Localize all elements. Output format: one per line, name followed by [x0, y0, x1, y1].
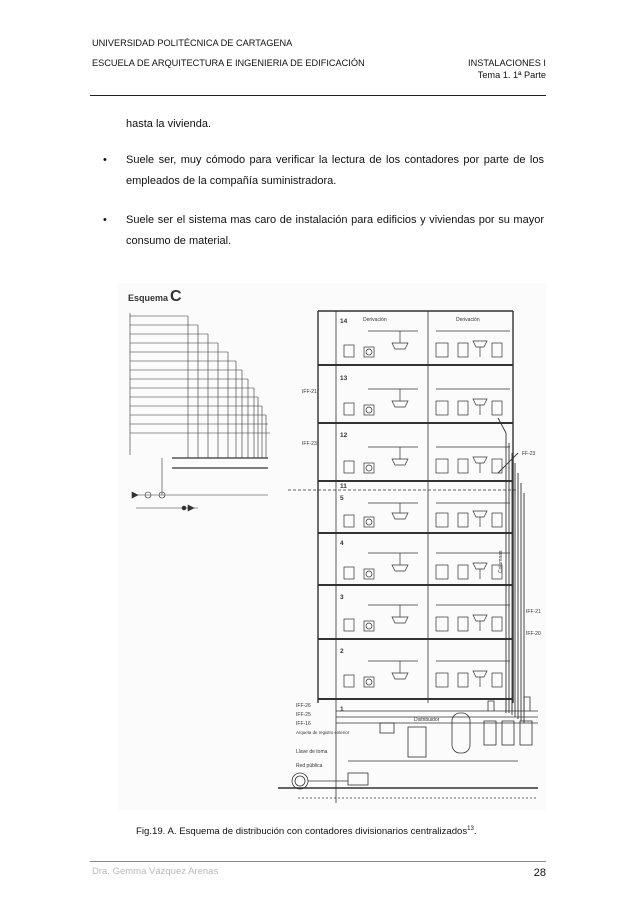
floor-number: 3	[340, 594, 344, 601]
floor-number: 5	[340, 495, 344, 502]
pipe-label: IFF-25	[296, 712, 311, 718]
arqueta-label: Arqueta de registro exterior	[296, 730, 350, 735]
university-name: UNIVERSIDAD POLITÉCNICA DE CARTAGENA	[92, 38, 293, 48]
floor-number: 1	[340, 706, 344, 713]
floor-number: 13	[340, 375, 348, 382]
distribution-diagram	[118, 283, 546, 810]
pipe-label: IFF-16	[296, 721, 311, 727]
schema-letter: C	[170, 288, 182, 305]
bullet-marker: •	[103, 214, 107, 226]
schema-title: Esquema	[128, 293, 169, 303]
caption-reference: 13	[467, 826, 474, 832]
course-name: INSTALACIONES I	[468, 58, 546, 68]
derivacion-label: Derivación	[456, 317, 480, 323]
distribuidor-label: Distribuidor	[414, 717, 440, 723]
floor-number: 11	[340, 483, 347, 490]
riser-label: IFF-21	[526, 609, 541, 615]
topic-name: Tema 1. 1ª Parte	[477, 70, 546, 80]
riser-label: IFF-23	[302, 441, 317, 447]
floor-number: 12	[340, 432, 348, 439]
columnas-label: Columnas	[498, 550, 504, 573]
bullet-text: Suele ser, muy cómodo para verificar la lectura de los contadores por parte de los empleados de la compañía suministradora.	[126, 154, 544, 187]
school-name: ESCUELA DE ARQUITECTURA E INGENIERIA DE EDIFICACIÓN	[92, 58, 365, 68]
bullet-text: Suele ser el sistema mas caro de instalación para edificios y viviendas por su mayor consumo de material.	[126, 214, 544, 247]
caption-text: Fig.19. A. Esquema de distribución con contadores divisionarios centralizados	[136, 826, 468, 838]
continuation-text: hasta la vivienda.	[126, 118, 211, 130]
riser-label: FF-23	[522, 451, 536, 457]
footer-author: Dra. Gemma Vázquez Arenas	[92, 866, 219, 877]
bullet-marker: •	[103, 154, 107, 166]
caption-end: .	[473, 826, 477, 838]
page-number: 28	[533, 867, 546, 879]
floor-number: 4	[340, 540, 344, 547]
llave-label: Llave de toma	[296, 749, 328, 755]
derivacion-label: Derivación	[363, 317, 387, 323]
pipe-label: IFF-26	[296, 703, 311, 709]
floor-number: 14	[340, 318, 348, 325]
riser-label: IFF-21	[302, 389, 317, 395]
footer-divider	[90, 861, 546, 862]
floor-number: 2	[340, 648, 344, 655]
red-label: Red pública	[296, 763, 323, 769]
riser-label: IFF-20	[526, 631, 541, 637]
header-divider	[90, 95, 546, 96]
figure-caption	[136, 826, 477, 837]
